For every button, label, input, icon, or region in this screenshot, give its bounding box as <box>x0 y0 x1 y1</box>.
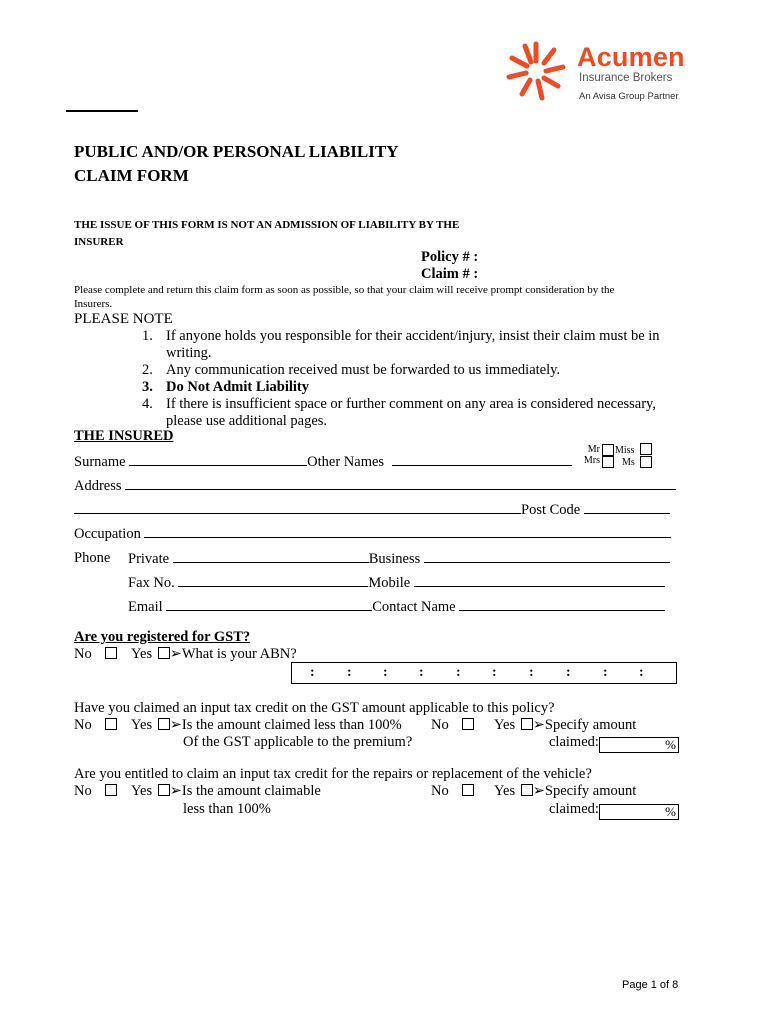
gst-yes-checkbox[interactable] <box>158 647 170 659</box>
disclaimer-line-1: THE ISSUE OF THIS FORM IS NOT AN ADMISSION OF LIABILITY BY THE <box>74 219 460 231</box>
mobile-field[interactable] <box>414 574 665 587</box>
business-phone-field[interactable] <box>424 550 670 563</box>
itc1-no2-checkbox[interactable] <box>462 718 474 730</box>
gst-no-checkbox[interactable] <box>105 647 117 659</box>
miss-label: Miss <box>615 445 635 456</box>
itc1-yes2-label: Yes <box>493 717 516 733</box>
abn-separator: : <box>310 665 315 680</box>
section-heading-insured: THE INSURED <box>74 428 174 444</box>
gst-no-label: No <box>74 646 92 662</box>
intro-line-2: Insurers. <box>74 298 113 310</box>
abn-separator: : <box>347 665 352 680</box>
note-text: If there is insufficient space or further comment on any area is considered necessary, <box>166 396 656 412</box>
abn-separator: : <box>456 665 461 680</box>
disclaimer <box>74 217 459 251</box>
miss-checkbox[interactable] <box>640 443 652 455</box>
itc1-sub-question: Is the amount claimed less than 100% <box>181 717 402 733</box>
itc1-answer-row <box>74 717 402 734</box>
disclaimer-line-2: INSURER <box>74 236 124 248</box>
mobile-label: Mobile <box>368 575 411 591</box>
claim-label: Claim # : <box>421 266 479 282</box>
itc2-specify-label: Specify amount <box>544 783 637 799</box>
other-names-label: Other Names <box>307 454 385 470</box>
mr-label: Mr <box>587 444 600 455</box>
abn-label: What is your ABN? <box>181 646 297 662</box>
post-code-label: Post Code <box>521 502 581 518</box>
itc2-yes-checkbox[interactable] <box>158 784 170 796</box>
other-names-field[interactable] <box>392 453 572 466</box>
itc2-answer-row <box>74 783 321 800</box>
list-number: 4. <box>142 396 153 412</box>
itc1-sub-answer <box>431 717 636 734</box>
abn-input[interactable] <box>291 662 677 684</box>
itc1-specify-label: Specify amount <box>544 717 637 733</box>
itc2-yes2-checkbox[interactable] <box>521 784 533 796</box>
arrow-icon: ➢ <box>169 717 182 733</box>
fax-row <box>128 574 665 592</box>
note-text-cont: please use additional pages. <box>166 413 328 429</box>
occupation-row <box>74 525 671 543</box>
intro-line-1: Please complete and return this claim form as soon as possible, so that your claim will receive prompt consideration by the <box>74 284 615 296</box>
surname-field[interactable] <box>129 453 307 466</box>
page-number: Page 1 of 8 <box>622 979 679 991</box>
itc2-claimed-row <box>549 801 679 820</box>
itc1-claimed-label: claimed: <box>549 734 599 750</box>
arrow-icon: ➢ <box>169 646 182 662</box>
list-item <box>142 379 712 396</box>
abn-separator: : <box>419 665 424 680</box>
itc2-no2-label: No <box>431 783 449 799</box>
itc2-sub-question: Is the amount claimable <box>181 783 321 799</box>
page-title <box>74 140 399 188</box>
itc1-yes2-checkbox[interactable] <box>521 718 533 730</box>
note-text: If anyone holds you responsible for their accident/injury, insist their claim must be in <box>166 328 660 344</box>
title-line-2: CLAIM FORM <box>74 166 189 185</box>
fax-field[interactable] <box>178 574 368 587</box>
private-phone-field[interactable] <box>173 550 369 563</box>
itc2-no2-checkbox[interactable] <box>462 784 474 796</box>
itc2-claimed-label: claimed: <box>549 801 599 817</box>
itc1-yes-label: Yes <box>130 717 153 733</box>
list-item <box>142 328 712 362</box>
occupation-label: Occupation <box>74 526 141 542</box>
address-label: Address <box>74 478 122 494</box>
abn-separator: : <box>529 665 534 680</box>
list-number: 1. <box>142 328 153 344</box>
ms-checkbox[interactable] <box>640 456 652 468</box>
email-field[interactable] <box>166 598 372 611</box>
note-text: Do Not Admit Liability <box>166 379 309 395</box>
list-number: 3. <box>142 379 153 395</box>
address-field-2[interactable] <box>74 501 521 514</box>
gst-answer-row <box>74 646 297 663</box>
fax-label: Fax No. <box>128 575 175 591</box>
contact-name-label: Contact Name <box>372 599 456 615</box>
notes-list <box>142 328 712 430</box>
itc2-sub-answer <box>431 783 636 800</box>
intro-text <box>74 283 614 311</box>
mr-checkbox[interactable] <box>602 444 614 456</box>
itc1-percent-field[interactable] <box>599 737 679 753</box>
mrs-label: Mrs <box>583 455 600 466</box>
occupation-field[interactable] <box>144 525 671 538</box>
abn-separator: : <box>603 665 608 680</box>
note-text-cont: writing. <box>166 345 212 361</box>
company-logo <box>505 40 705 110</box>
itc2-question: Are you entitled to claim an input tax credit for the repairs or replacement of the vehicle? <box>74 766 592 782</box>
note-text: Any communication received must be forwarded to us immediately. <box>166 362 561 378</box>
abn-separator: : <box>492 665 497 680</box>
abn-separator: : <box>383 665 388 680</box>
surname-row <box>74 453 572 471</box>
arrow-icon: ➢ <box>169 783 182 799</box>
itc1-yes-checkbox[interactable] <box>158 718 170 730</box>
itc1-no-label: No <box>74 717 92 733</box>
private-label: Private <box>128 551 170 567</box>
arrow-icon: ➢ <box>532 717 545 733</box>
itc2-no-label: No <box>74 783 92 799</box>
post-code-field[interactable] <box>584 501 670 514</box>
contact-name-field[interactable] <box>459 598 665 611</box>
header-rule <box>66 110 138 112</box>
private-row <box>128 550 670 568</box>
mrs-checkbox[interactable] <box>602 456 614 468</box>
itc2-yes2-label: Yes <box>493 783 516 799</box>
itc2-sub-question-2: less than 100% <box>183 801 271 817</box>
itc2-percent-field[interactable] <box>599 804 679 820</box>
phone-label: Phone <box>74 550 111 566</box>
list-item <box>142 362 712 379</box>
email-label: Email <box>128 599 163 615</box>
abn-separator: : <box>566 665 571 680</box>
itc1-question: Have you claimed an input tax credit on the GST amount applicable to this policy? <box>74 700 555 716</box>
percent-sign: % <box>665 737 676 752</box>
address-row-2 <box>74 501 670 519</box>
email-row <box>128 598 665 616</box>
policy-label: Policy # : <box>421 249 479 265</box>
logo-partner: An Avisa Group Partner <box>579 91 679 102</box>
gst-yes-label: Yes <box>130 646 153 662</box>
percent-sign: % <box>665 804 676 819</box>
logo-brand: Acumen <box>577 42 685 72</box>
itc1-claimed-row <box>549 734 679 753</box>
list-item <box>142 396 712 430</box>
sunburst-icon <box>505 40 567 102</box>
note-heading: PLEASE NOTE <box>74 311 173 327</box>
itc1-no-checkbox[interactable] <box>105 718 117 730</box>
ms-label: Ms <box>622 457 635 468</box>
title-line-1: PUBLIC AND/OR PERSONAL LIABILITY <box>74 142 399 161</box>
list-number: 2. <box>142 362 153 378</box>
abn-separator: : <box>639 665 644 680</box>
itc2-no-checkbox[interactable] <box>105 784 117 796</box>
itc1-sub-question-2: Of the GST applicable to the premium? <box>183 734 413 750</box>
surname-label: Surname <box>74 454 126 470</box>
address-field[interactable] <box>125 477 676 490</box>
business-label: Business <box>368 551 421 567</box>
address-row <box>74 477 676 495</box>
gst-question: Are you registered for GST? <box>74 629 251 645</box>
itc2-yes-label: Yes <box>130 783 153 799</box>
itc1-no2-label: No <box>431 717 449 733</box>
arrow-icon: ➢ <box>532 783 545 799</box>
logo-tagline: Insurance Brokers <box>579 72 673 84</box>
